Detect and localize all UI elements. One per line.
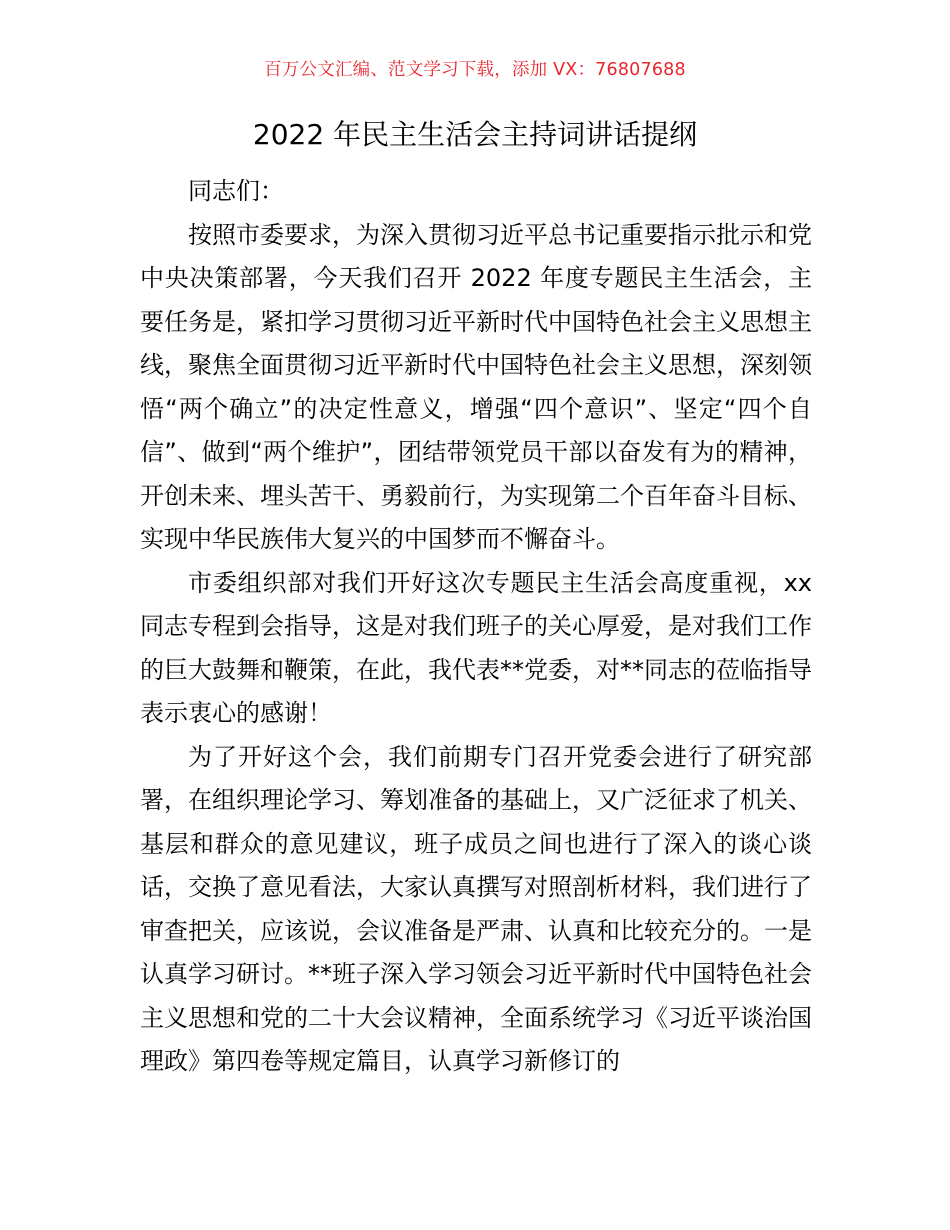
paragraph-preparation: 为了开好这个会，我们前期专门召开党委会进行了研究部署，在组织理论学习、筹划准备的基础上，又广泛征求了机关、基层和群众的意见建议，班子成员之间也进行了深入的谈心谈话，交换了意见看法，大家认真撰写对照剖析材料，我们进行了审查把关，应该说，会议准备是严肃、认真和比较充分的。一是认真学习研讨。**班子深入学习领会习近平新时代中国特色社会主义思想和党的二十大会议精神，全面系统学习《习近平谈治国理政》第四卷等规定篇目，认真学习新修订的 [140,742,812,1075]
paragraph-meeting-purpose: 按照市委要求，为深入贯彻习近平总书记重要指示批示和党中央决策部署，今天我们召开 2022 年度专题民主生活会，主要任务是，紧扣学习贯彻习近平新时代中国特色社会主义思想主线，聚焦全面贯彻习近平新时代中国特色社会主义思想，深刻领悟“两个确立”的决定性意义，增强“四个意识”、坚定“四个自信”、做到“两个维护”，团结带领党员干部以奋发有为的精神，开创未来、埋头苦干、勇毅前行，为实现第二个百年奋斗目标、实现中华民族伟大复兴的中国梦而不懈奋斗。 [140,220,812,553]
download-promo-header: 百万公文汇编、范文学习下载，添加 VX：76807688 [264,60,686,80]
document-body [140,170,812,1084]
greeting-line: 同志们： [188,177,284,205]
paragraph-thanks: 市委组织部对我们开好这次专题民主生活会高度重视，xx 同志专程到会指导，这是对我们班子的关心厚爱，是对我们工作的巨大鼓舞和鞭策，在此，我代表**党委，对**同志的莅临指导表示衷心的感谢！ [140,568,812,727]
document-title: 2022 年民主生活会主持词讲话提纲 [252,118,698,151]
